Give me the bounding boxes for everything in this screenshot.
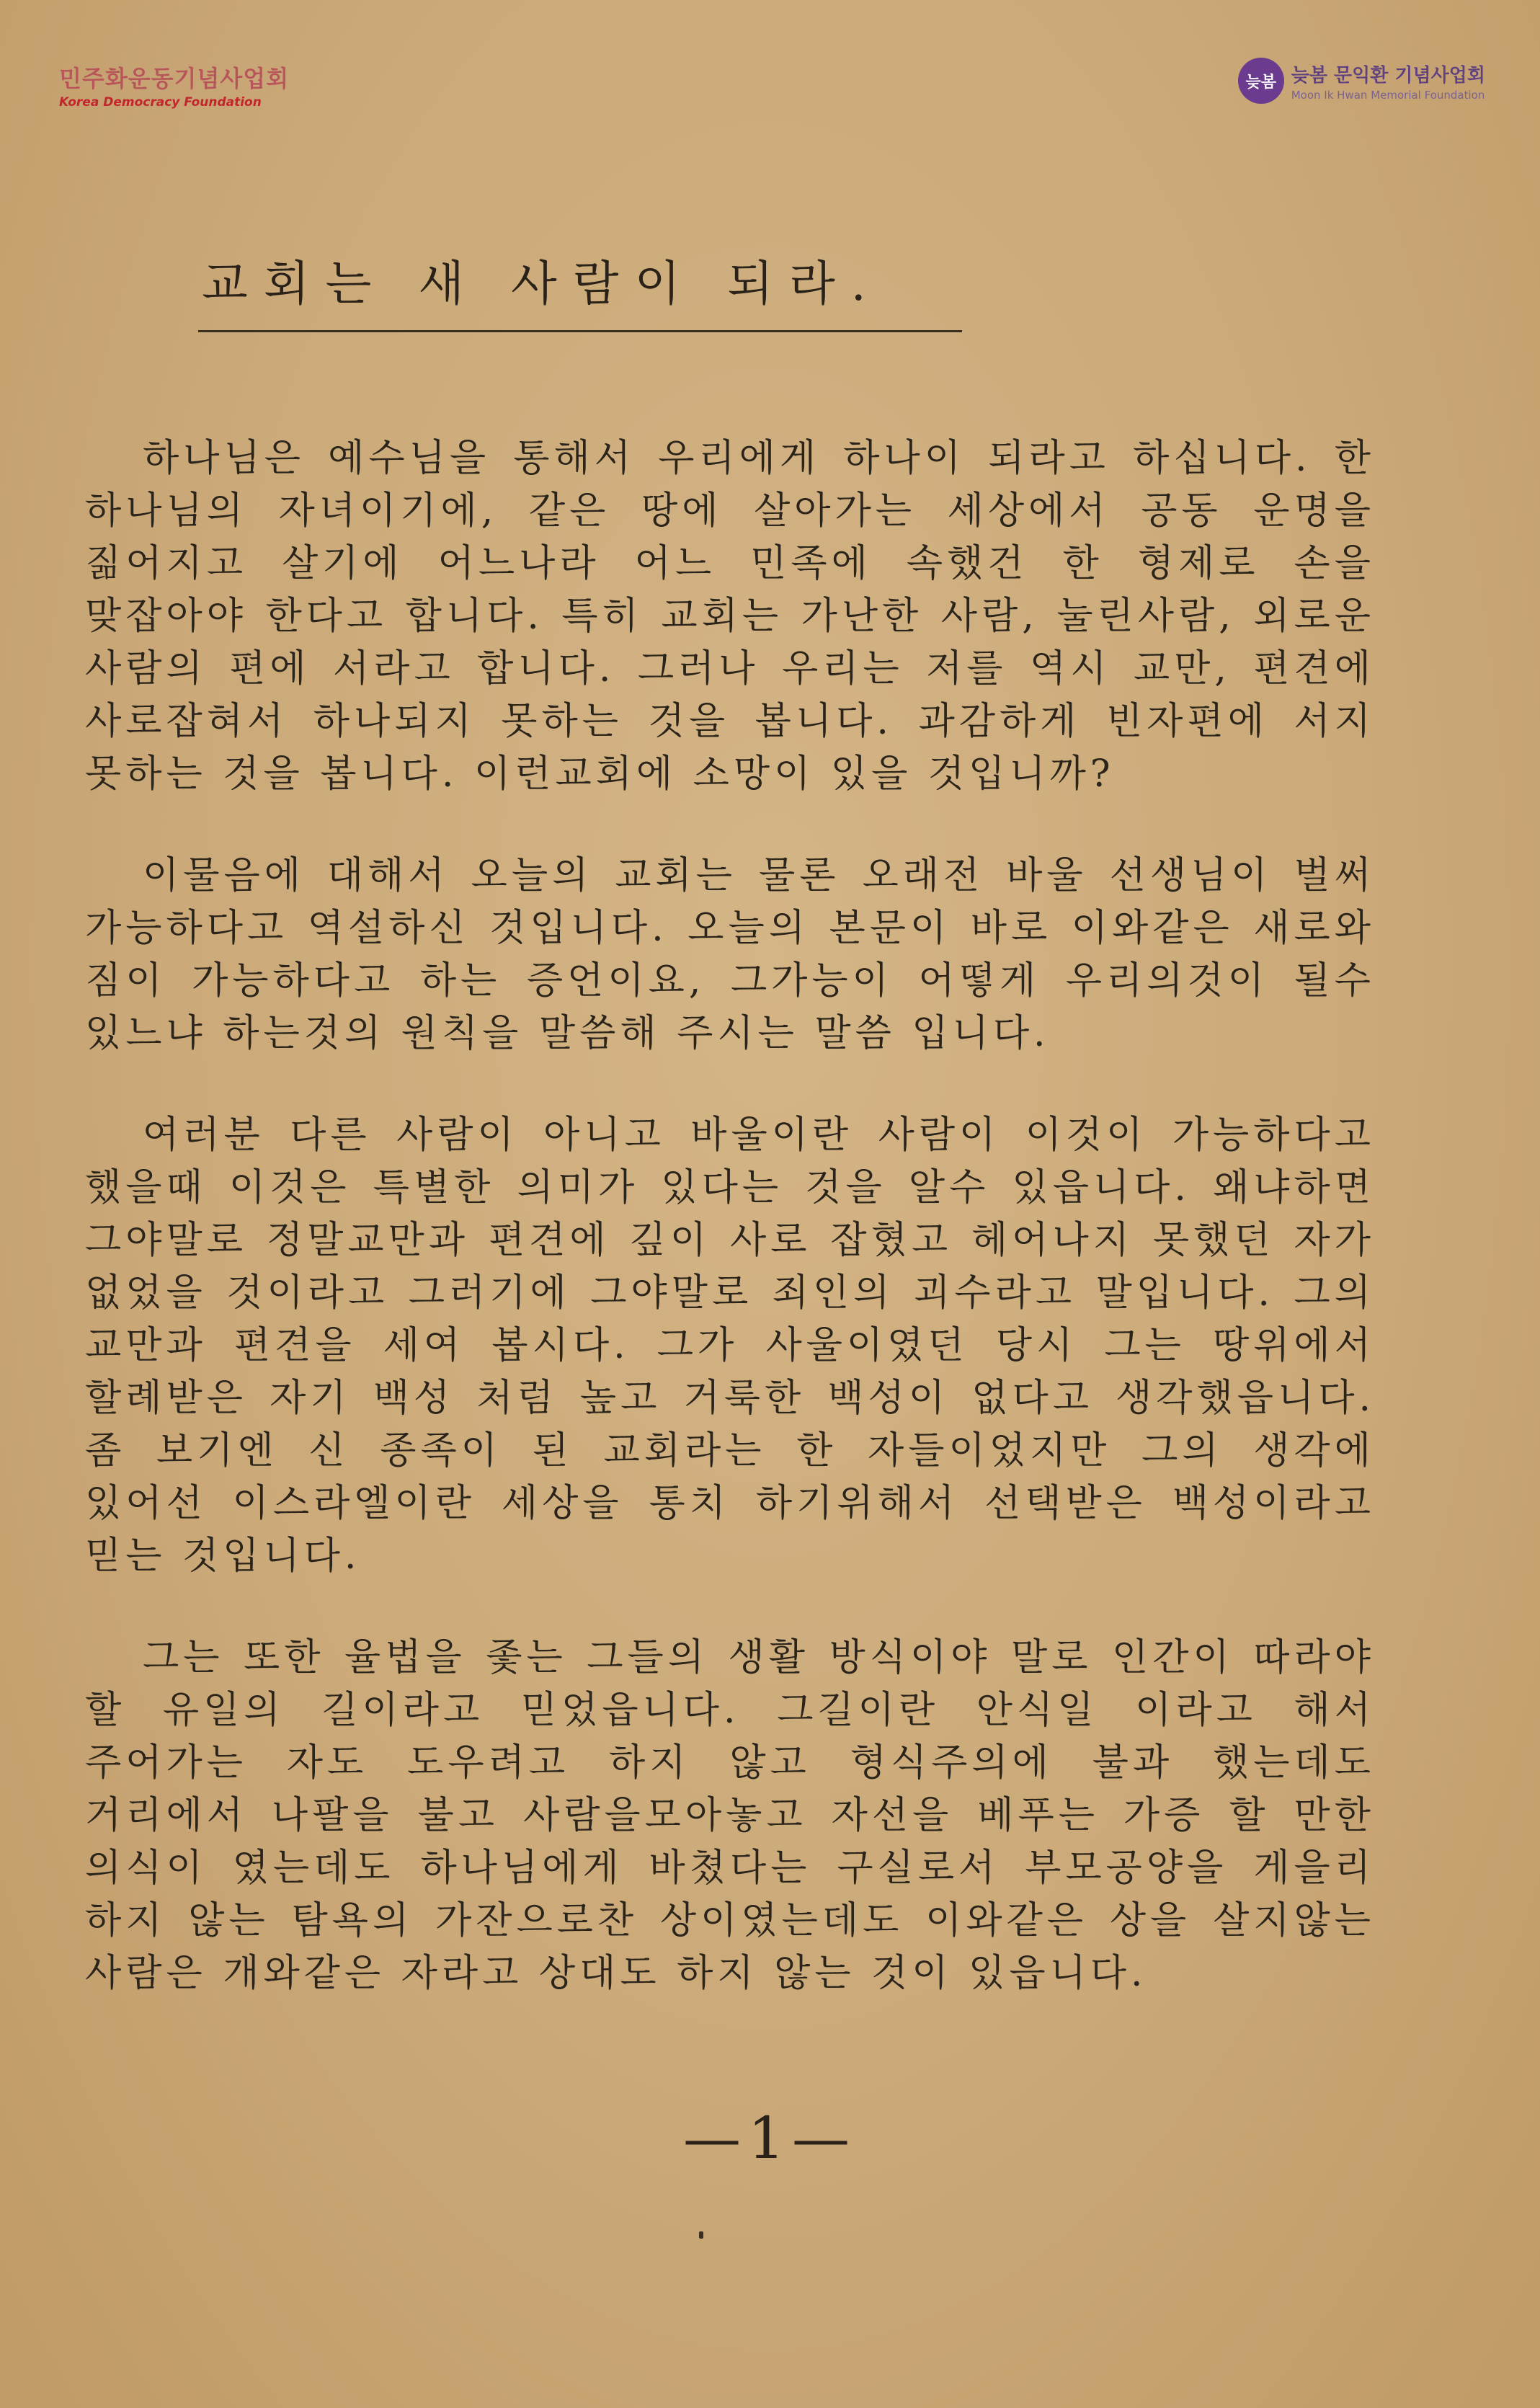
title-underline: [198, 330, 962, 332]
paragraph-1: 하나님은 예수님을 통해서 우리에게 하나이 되라고 하십니다. 한 하나님의 자녀이기에, 같은 땅에 살아가는 세상에서 공동 운명을 짊어지고 살기에 어느나라 어느 민족에 속했건 한 형제로 손을 맞잡아야 한다고 합니다. 특히 교회는 가난한 사람, 눌린사람, 외로운 사람의 편에 서라고 합니다. 그러나 우리는 저를 역시 교만, 편견에 사로잡혀서 하나되지 못하는 것을 봅니다. 과감하게 빈자편에 서지 못하는 것을 봅니다. 이런교회에 소망이 있을 것입니까?: [85, 437, 1375, 796]
page-number: —1—: [683, 2105, 857, 2172]
kdf-name-korean: 민주화운동기념사업회: [59, 65, 290, 92]
kdf-logo: [59, 61, 289, 110]
paragraph-4: 그는 또한 율법을 좇는 그들의 생활 방식이야 말로 인간이 따라야 할 유일의 길이라고 믿었읍니다. 그길이란 안식일 이라고 해서 주어가는 자도 도우려고 하지 않고 형식주의에 불과 했는데도 거리에서 나팔을 불고 사람을모아놓고 자선을 베푸는 가증 할 만한 의식이 였는데도 하나님에게 바쳤다는 구실로서 부모공양을 게을리 하지 않는 탐욕의 가잔으로찬 상이였는데도 이와같은 상을 살지않는 사람은 개와같은 자라고 상대도 하지 않는 것이 있읍니다.: [85, 1636, 1376, 1995]
foundation-name-korean: 늦봄 문익환 기념사업회: [1291, 64, 1485, 86]
foundation-name-english: Moon Ik Hwan Memorial Foundation: [1291, 88, 1485, 102]
ink-dot: [699, 2231, 703, 2239]
document-body: [85, 432, 1375, 2049]
moon-ik-hwan-foundation-logo: [1238, 58, 1485, 104]
paragraph-3: 여러분 다른 사람이 아니고 바울이란 사람이 이것이 가능하다고 했을때 이것은 특별한 의미가 있다는 것을 알수 있읍니다. 왜냐하면 그야말로 정말교만과 편견에 깊이 사로 잡혔고 헤어나지 못했던 자가 없었을 것이라고 그러기에 그야말로 죄인의 괴수라고 말입니다. 그의 교만과 편견을 세여 봅시다. 그가 사울이였던 당시 그는 땅위에서 할례받은 자기 백성 처럼 높고 거룩한 백성이 없다고 생각했읍니다. 좀 보기엔 신 종족이 된 교회라는 한 자들이었지만 그의 생각에 있어선 이스라엘이란 세상을 통치 하기위해서 선택받은 백성이라고 믿는 것입니다.: [85, 1114, 1375, 1578]
paragraph-2: 이물음에 대해서 오늘의 교회는 물론 오래전 바울 선생님이 벌써 가능하다고 역설하신 것입니다. 오늘의 본문이 바로 이와같은 새로와 짐이 가능하다고 하는 증언이요, 그가능이 어떻게 우리의것이 될수 있느냐 하는것의 원칙을 말씀해 주시는 말씀 입니다.: [85, 854, 1375, 1055]
document-title: 교회는 새 사람이 되라.: [202, 256, 882, 311]
neutbom-seal-icon: 늦봄: [1238, 58, 1284, 104]
kdf-name-english: Korea Democracy Foundation: [59, 95, 262, 110]
